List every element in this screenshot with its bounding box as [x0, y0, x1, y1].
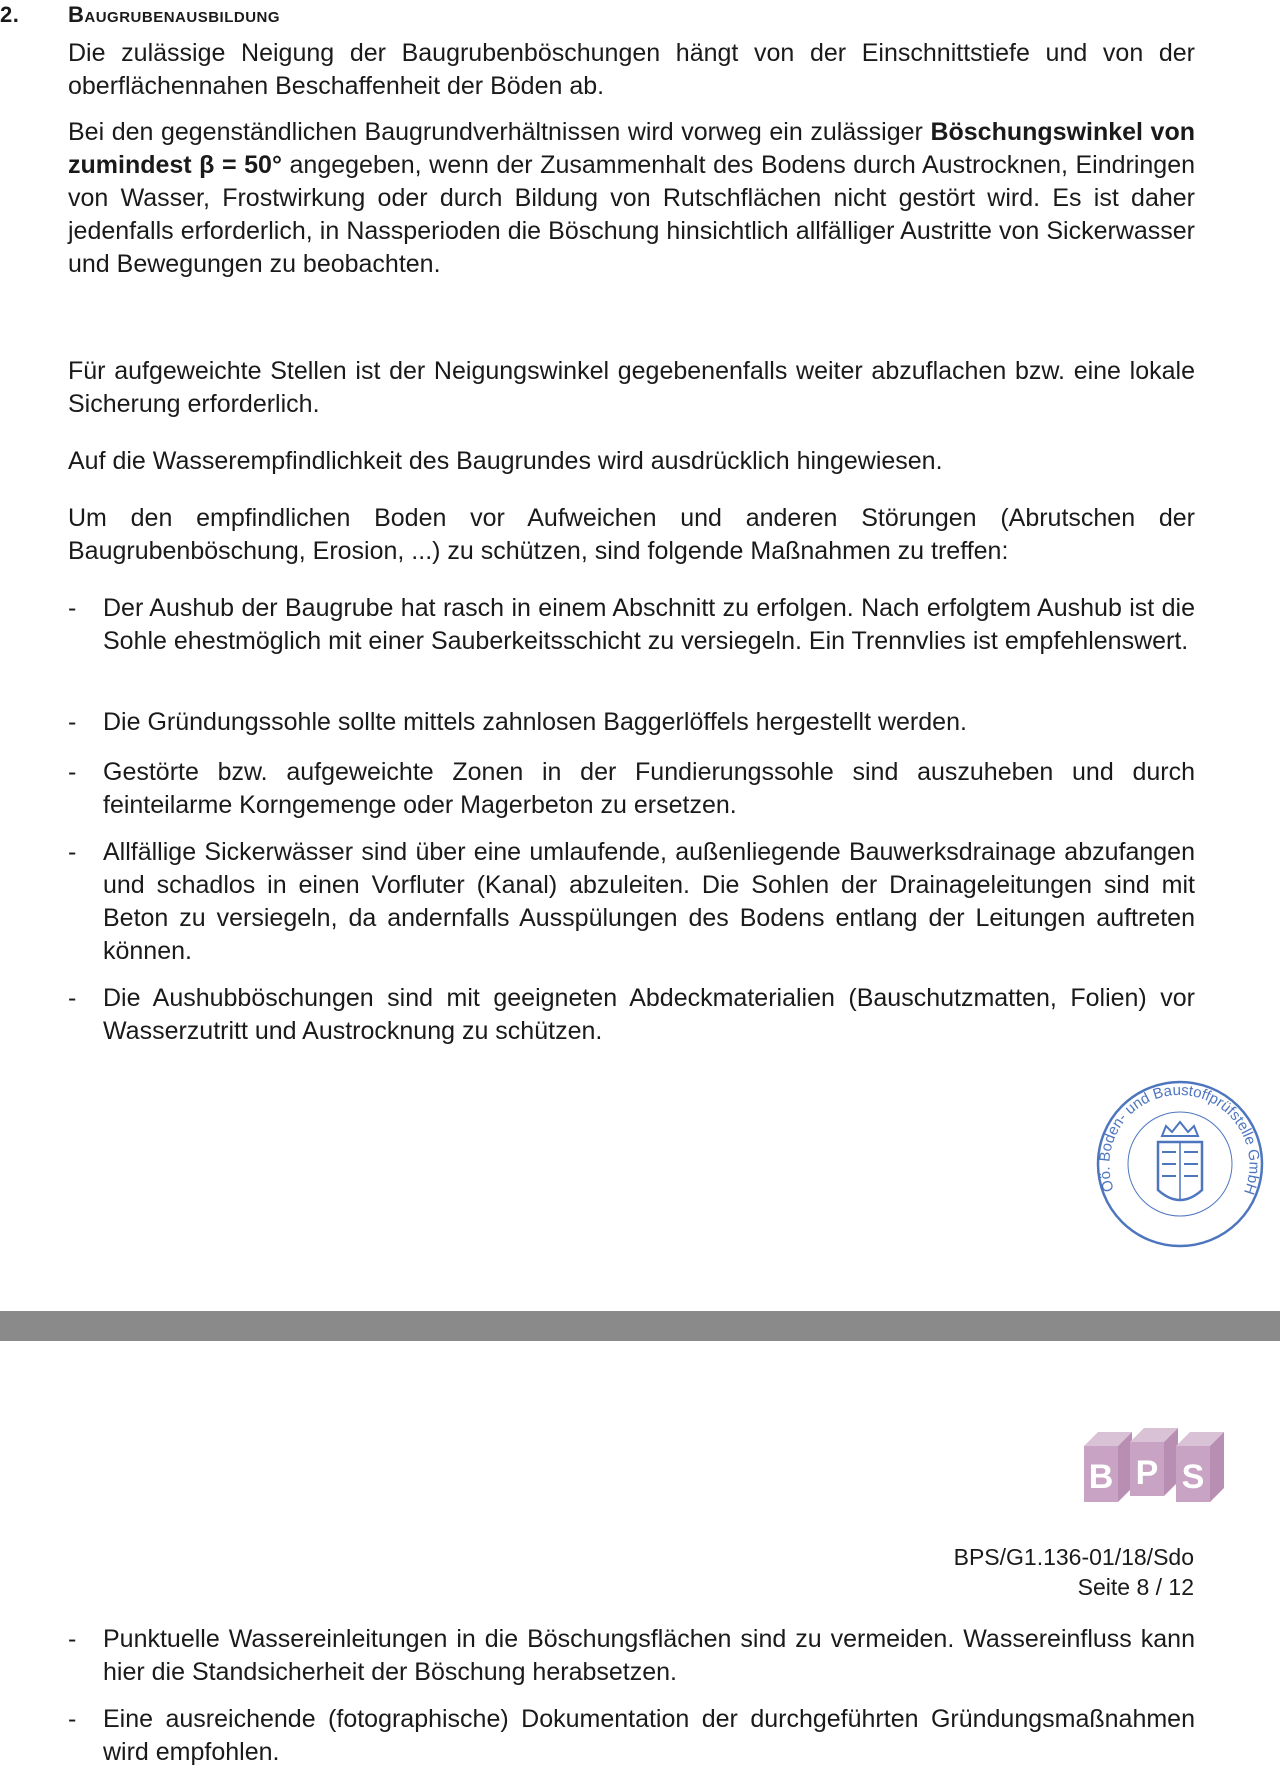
list-item-text: Gestörte bzw. aufgeweichte Zonen in der Fundierungssohle sind auszuheben und durch feinteilarme Korngemenge oder Magerbeton zu ersetzen. [103, 758, 1195, 819]
company-logo [1076, 1420, 1246, 1510]
slope-angle-emphasis: Böschungswinkel von zumindest β = 50° [68, 118, 1196, 179]
company-stamp [1090, 1072, 1270, 1252]
list-item [68, 706, 1195, 739]
list-item-text: Der Aushub der Baugrube hat rasch in einem Abschnitt zu erfolgen. Nach erfolgtem Aushub ist die Sohle ehestmöglich mit einer Sauberkeitsschicht zu versiegeln. Ein Trennvlies ist empfehlenswert. [103, 594, 1195, 655]
bullet-marker: - [68, 594, 77, 622]
list-item [68, 756, 1195, 822]
list-item-text: Allfällige Sickerwässer sind über eine umlaufende, außenliegende Bauwerksdrainage abzufangen und schadlos in einen Vorfluter (Kanal) abzuleiten. Die Sohlen der Drainageleitungen sind mit Beton zu versiegeln, da andernfalls Ausspülungen des Bodens entlang der Leitungen auftreten können. [103, 838, 1195, 965]
list-item-text: Die Gründungssohle sollte mittels zahnlosen Baggerlöffels hergestellt werden. [103, 708, 967, 736]
bullet-marker: - [68, 758, 77, 786]
stamp-text: Oö. Boden- und Baustoffprüfstelle GmbH [1096, 1081, 1263, 1197]
page-divider [0, 1311, 1280, 1341]
section-heading [0, 2, 280, 28]
paragraph-softened-areas: Für aufgeweichte Stellen ist der Neigungswinkel gegebenenfalls weiter abzuflachen bzw. eine lokale Sicherung erforderlich. [68, 357, 1195, 418]
list-item [68, 1703, 1195, 1769]
paragraph-measures-intro: Um den empfindlichen Boden vor Aufweichen und anderen Störungen (Abrutschen der Baugrubenböschung, Erosion, ...) zu schützen, sind folgende Maßnahmen zu treffen: [68, 504, 1195, 565]
section-title: Baugrubenausbildung [68, 2, 281, 27]
paragraph-slope-angle-end: angegeben, wenn der Zusammenhalt des Bodens durch Austrocknen, Eindringen von Wasser, Frostwirkung oder durch Bildung von Rutschflächen nicht gestört wird. Es ist daher jedenfalls erforderlich, in Nassperioden die Böschung hinsichtlich allfälliger Austritte von Sickerwasser und Bewegungen zu beobachten. [68, 151, 1196, 278]
list-item-text: Punktuelle Wassereinleitungen in die Böschungsflächen sind zu vermeiden. Wassereinfluss kann hier die Standsicherheit der Böschung herabsetzen. [103, 1625, 1195, 1686]
list-item [68, 836, 1195, 968]
bullet-marker: - [68, 708, 77, 736]
logo-letter: P [1135, 1454, 1159, 1492]
list-item-text: Die Aushubböschungen sind mit geeigneten Abdeckmaterialien (Bauschutzmatten, Folien) vor Wasserzutritt und Austrocknung zu schützen. [103, 984, 1195, 1045]
document-reference [954, 1542, 1194, 1602]
list-item-text: Eine ausreichende (fotographische) Dokumentation der durchgeführten Gründungsmaßnahmen wird empfohlen. [103, 1705, 1195, 1766]
page-number: Seite 8 / 12 [1077, 1574, 1194, 1600]
paragraph-slope-angle [68, 116, 1195, 281]
list-item [68, 592, 1195, 658]
paragraph-slope-angle-start: Bei den gegenständlichen Baugrundverhältnissen wird vorweg ein zulässiger [68, 118, 923, 146]
bullet-marker: - [68, 1705, 77, 1733]
reference-number: BPS/G1.136-01/18/Sdo [953, 1544, 1194, 1570]
paragraph-slope-intro: Die zulässige Neigung der Baugrubenböschungen hängt von der Einschnittstiefe und von der oberflächennahen Beschaffenheit der Böden ab. [68, 39, 1195, 100]
list-item [68, 982, 1195, 1048]
logo-letter: S [1181, 1458, 1205, 1496]
bullet-marker: - [68, 838, 77, 866]
paragraph-water-sensitivity: Auf die Wasserempfindlichkeit des Baugrundes wird ausdrücklich hingewiesen. [68, 447, 943, 475]
logo-letter: B [1088, 1458, 1114, 1496]
section-number: 2. [0, 2, 20, 27]
bullet-marker: - [68, 1625, 77, 1653]
bullet-marker: - [68, 984, 77, 1012]
list-item [68, 1623, 1195, 1689]
